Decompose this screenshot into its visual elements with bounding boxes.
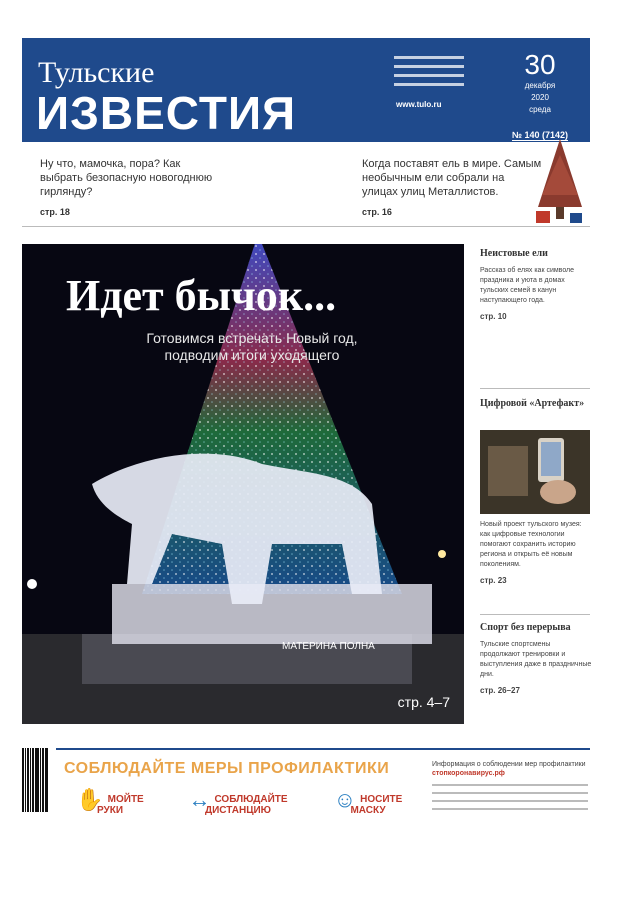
sidebar-page: стр. 23 (480, 576, 507, 585)
sidebar-body: Тульские спортсмены продолжают тренировки и выступления даже в праздничные дни. (480, 641, 592, 678)
issue-number: № 140 (7142) (511, 130, 569, 140)
masthead (22, 38, 590, 142)
masthead-name: ИЗВЕСТИЯ (36, 87, 297, 139)
distance-icon: ↔ (188, 787, 211, 812)
ad-info-link[interactable]: стопкоронавирус.рф (432, 770, 505, 777)
divider (480, 388, 590, 389)
teaser-text: Когда поставят ель в мире. Самым необычным ели собрали на улицах улиц Металлистов. (362, 158, 542, 198)
date-number: 30 (524, 49, 556, 80)
ad-item-label: НОСИТЕ МАСКУ (350, 794, 403, 817)
date-day: среда (529, 105, 551, 114)
ad-item-wash-hands (62, 787, 158, 817)
date-month: декабря (524, 81, 556, 90)
hero-page-ref: стр. 4–7 (397, 694, 450, 710)
date-year: 2020 (531, 93, 549, 102)
sidebar-article-trees[interactable] (480, 248, 592, 322)
mask-icon: ☺ (333, 787, 357, 812)
hero-subtitle: Готовимся встречать Новый год, подводим итоги уходящего (146, 330, 358, 363)
teaser-trees[interactable] (362, 157, 542, 219)
masthead-url[interactable]: www.tulo.ru (396, 100, 442, 109)
barcode (22, 748, 48, 812)
hero-photo[interactable] (22, 244, 464, 724)
sidebar-photo[interactable] (480, 430, 590, 514)
christmas-tree-icon (530, 135, 590, 225)
pedestal-sign: МАТЕРИНА ПОЛНА (282, 641, 375, 652)
sidebar-page: стр. 26–27 (480, 686, 520, 695)
museum-photo-icon (480, 430, 590, 514)
ad-item-label: МОЙТЕ РУКИ (96, 794, 144, 817)
ad-item-label: СОБЛЮДАЙТЕ ДИСТАНЦИЮ (204, 794, 288, 817)
divider (22, 226, 590, 227)
newspaper-page (22, 30, 592, 830)
masthead-city: Тульские (38, 56, 155, 89)
ad-item-distance (168, 787, 308, 817)
ad-info-text: Информация о соблюдении мер профилактики (432, 761, 586, 768)
sidebar-artefact-text (480, 520, 592, 586)
prevention-ad[interactable] (56, 748, 590, 834)
ad-item-mask (318, 787, 418, 817)
hero-title: Идет бычок... (66, 271, 337, 320)
teaser-page: стр. 16 (362, 207, 392, 217)
divider (480, 614, 590, 615)
sidebar-article-artefact[interactable] (480, 398, 592, 416)
sidebar-title: Цифровой «Артефакт» (480, 398, 585, 409)
sidebar-body: Новый проект тульского музея: как цифровые технологии помогают сохранить историю региона и открыть её новым поколениям. (480, 521, 582, 568)
sidebar-title: Неистовые ели (480, 248, 548, 259)
sidebar-title: Спорт без перерыва (480, 622, 571, 633)
teaser-page: стр. 18 (40, 207, 70, 217)
masthead-fine-print (394, 56, 464, 92)
teaser-garland[interactable] (40, 157, 220, 219)
sidebar-article-sport[interactable] (480, 622, 592, 696)
ad-fine-print (432, 784, 588, 810)
date-box (500, 50, 580, 143)
sidebar-body: Рассказ об елях как символе праздника и уюта в домах тульских семей в канун наступающего года. (480, 267, 575, 304)
ad-info (432, 760, 588, 816)
hands-icon: ✋ (76, 787, 104, 812)
sidebar-page: стр. 10 (480, 312, 507, 321)
teaser-text: Ну что, мамочка, пора? Как выбрать безопасную новогоднюю гирлянду? (40, 158, 213, 198)
ad-title: СОБЛЮДАЙТЕ МЕРЫ ПРОФИЛАКТИКИ (64, 760, 390, 777)
